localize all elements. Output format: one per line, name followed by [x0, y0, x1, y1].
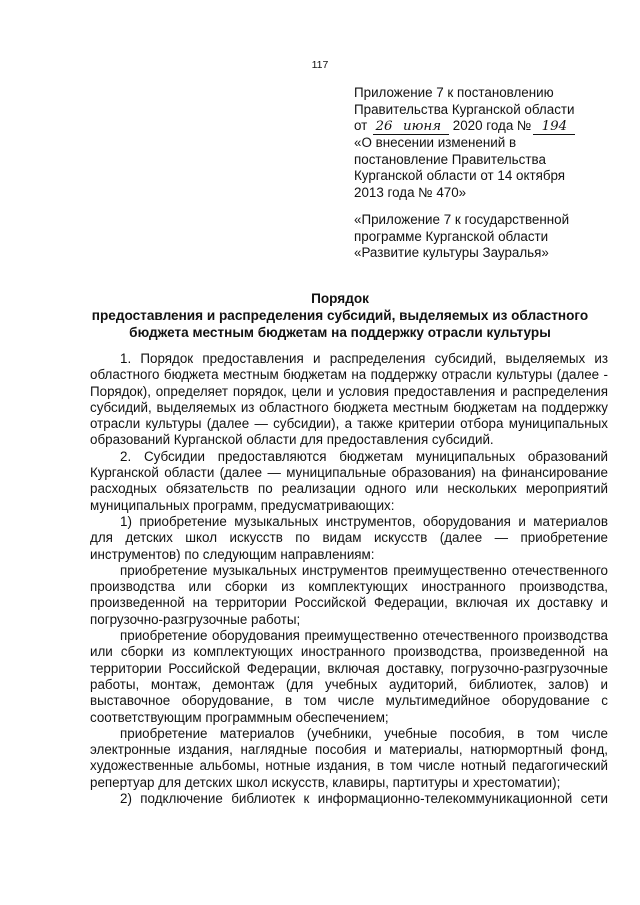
document-title — [60, 290, 620, 341]
annex-line: «Приложение 7 к государственной — [354, 212, 570, 227]
title-line: предоставления и распределения субсидий, выделяемых из областного — [91, 308, 589, 323]
annex-line: программе Курганской области — [354, 228, 549, 244]
from-label: от — [354, 118, 368, 134]
page-number: 117 — [311, 59, 329, 71]
paragraph: 2. Субсидии предоставляются бюджетам муниципальных образований Курганской области (далее — муниципальные образования) на финансирование расходных обязательств по реализации одного или нескольких мероприятий муниципальных программ, предусматривающих: — [90, 448, 608, 513]
handwritten-day: 26 — [373, 120, 395, 135]
paragraph: приобретение музыкальных инструментов преимущественно отечественного производства или сборки из комплектующих иностранного производства, произведенной на территории Российской Федерации, включая их доставку и погрузочно-разгрузочные работы; — [90, 562, 608, 627]
handwritten-month: июня — [395, 120, 449, 135]
annex-date-row — [354, 118, 614, 135]
annex-line: 2013 года № 470» — [354, 184, 467, 200]
paragraph: приобретение оборудования преимущественно отечественного производства или сборки из комплектующих иностранного производства, произведенной на территории Российской Федерации, включая доставку, погрузочно-разгрузочные работы, монтаж, демонтаж (для учебных аудиторий, библиотек, залов) и выставочное оборудование, в том числе мультимедийное оборудование с соответствующим программным обеспечением; — [90, 628, 608, 725]
handwritten-decree-number: 194 — [533, 120, 575, 135]
annex-line: «Развитие культуры Зауралья» — [354, 245, 549, 261]
annex-line: «О внесении изменений в — [354, 135, 517, 151]
paragraph: приобретение материалов (учебники, учебные пособия, в том числе электронные издания, наглядные пособия и материалы, натюрмортный фонд, художественные альбомы, нотные издания, в том числе нотный педагогический репертуар для детских школ искусств, клавиры, партитуры и хрестоматии); — [90, 725, 608, 790]
paragraph: 2) подключение библиотек к информационно-телекоммуникационной сети — [120, 791, 608, 807]
title-line: Порядок — [311, 291, 369, 306]
document-body — [90, 351, 608, 807]
annex-line: Правительства Курганской области — [354, 101, 575, 117]
title-line: бюджета местным бюджетам на поддержку отрасли культуры — [129, 325, 551, 340]
year-text: 2020 года № — [452, 118, 532, 134]
paragraph: 1) приобретение музыкальных инструментов, оборудования и материалов для детских школ искусств по видам искусств (далее — приобретение инструментов) по следующим направлениям: — [90, 513, 608, 562]
annex-line: Курганской области от 14 октября — [354, 168, 566, 184]
program-annex-header — [354, 212, 616, 262]
annex-line: Приложение 7 к постановлению — [354, 85, 554, 100]
annex-header — [354, 85, 614, 202]
paragraph: 1. Порядок предоставления и распределения субсидий, выделяемых из областного бюджета местным бюджетам на поддержку отрасли культуры (далее - Порядок), определяет порядок, цели и условия предоставления и распределения субсидий, выделяемых из областного бюджета местным бюджетам на поддержку отрасли культуры (далее — субсидии), а также критерии отбора муниципальных образований Курганской области для предоставления субсидий. — [90, 351, 608, 448]
annex-line: постановление Правительства — [354, 151, 546, 167]
